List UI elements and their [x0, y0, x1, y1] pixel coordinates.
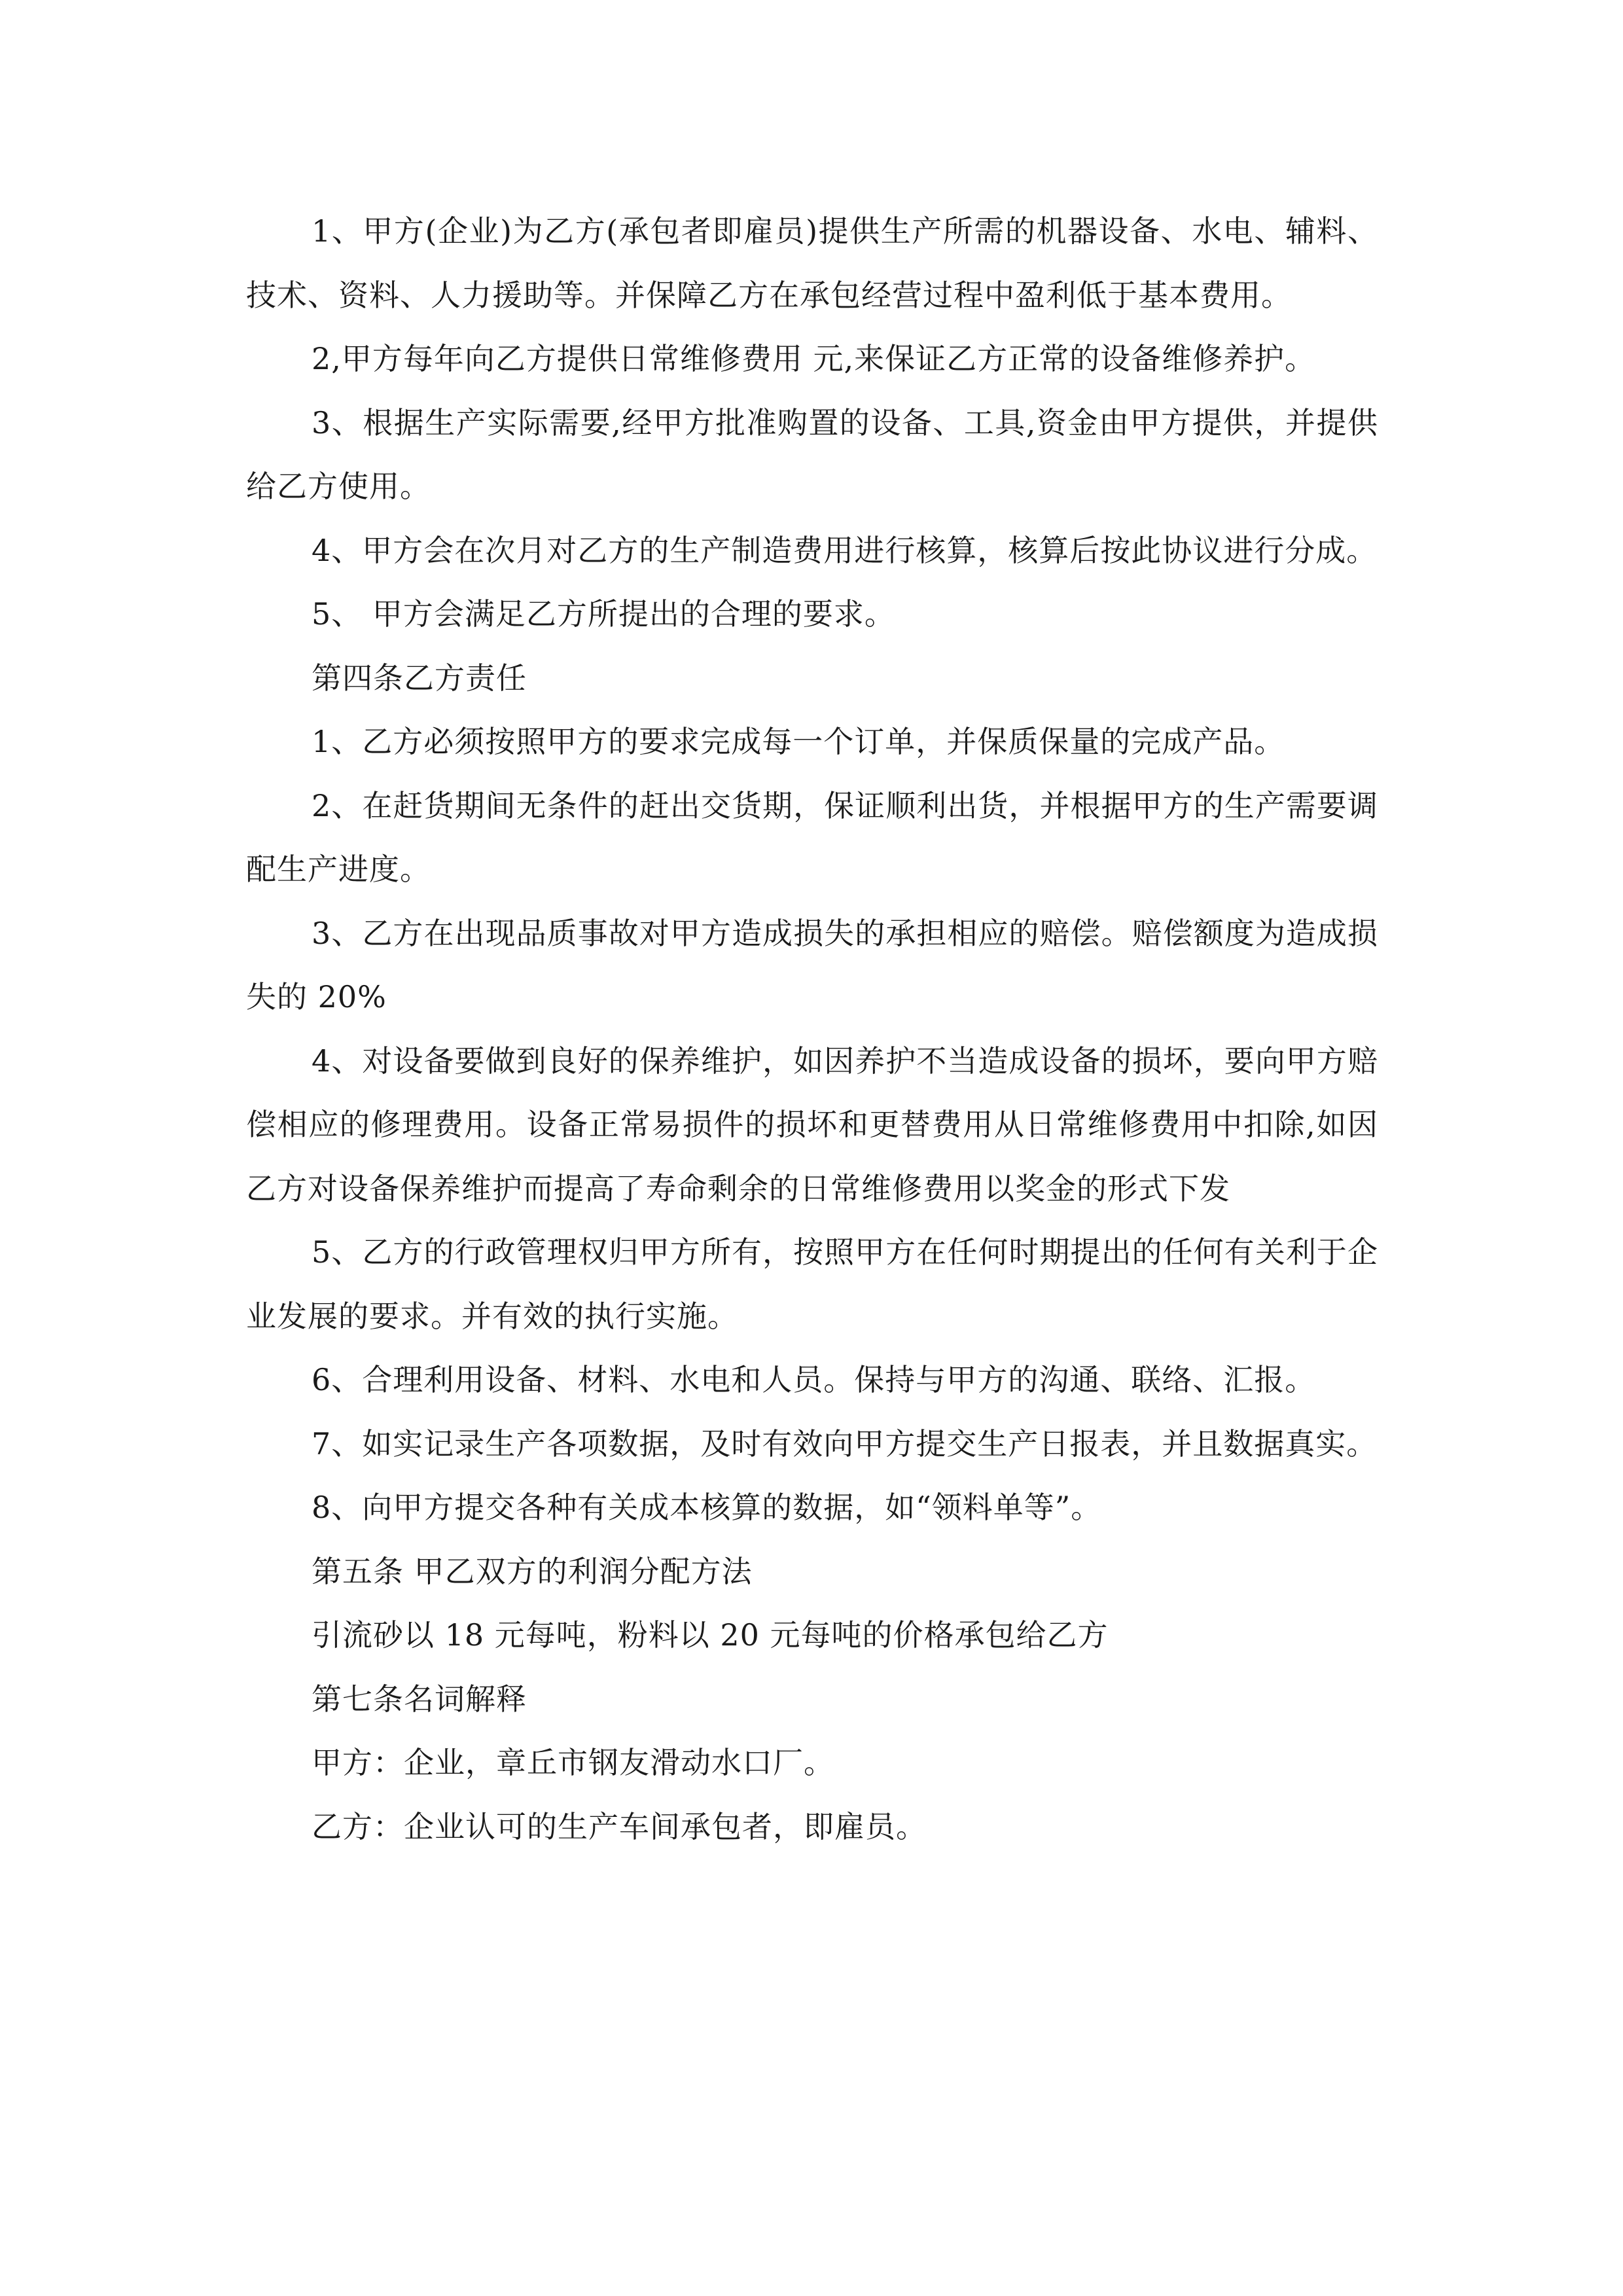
definition-paragraph: 甲方：企业，章丘市钢友滑动水口厂。 [312, 1745, 834, 1780]
clause-paragraph: 引流砂以 18 元每吨，粉料以 20 元每吨的价格承包给乙方 [312, 1617, 1109, 1653]
clause-paragraph: 5、乙方的行政管理权归甲方所有，按照甲方在任何时期提出的任何有关利于企业发展的要求。并有效的执行实施。 [246, 1234, 1378, 1334]
clause-paragraph: 5、 甲方会满足乙方所提出的合理的要求。 [312, 596, 895, 632]
clause-paragraph: 6、合理利用设备、材料、水电和人员。保持与甲方的沟通、联络、汇报。 [312, 1362, 1316, 1397]
section-heading: 第七条名词解释 [312, 1681, 527, 1717]
document-body [246, 200, 1378, 1859]
clause-paragraph: 4、甲方会在次月对乙方的生产制造费用进行核算，核算后按此协议进行分成。 [312, 532, 1378, 568]
clause-paragraph: 7、如实记录生产各项数据，及时有效向甲方提交生产日报表，并且数据真实。 [312, 1426, 1378, 1462]
clause-paragraph: 2、在赶货期间无条件的赶出交货期，保证顺利出货，并根据甲方的生产需要调配生产进度。 [246, 787, 1378, 887]
section-heading: 第四条乙方责任 [312, 660, 527, 696]
clause-paragraph: 3、乙方在出现品质事故对甲方造成损失的承担相应的赔偿。赔偿额度为造成损失的 20% [246, 915, 1378, 1014]
clause-paragraph: 3、根据生产实际需要,经甲方批准购置的设备、工具,资金由甲方提供，并提供给乙方使用。 [246, 404, 1378, 504]
section-heading: 第五条 甲乙双方的利润分配方法 [312, 1553, 753, 1589]
clause-paragraph: 2,甲方每年向乙方提供日常维修费用 元,来保证乙方正常的设备维修养护。 [312, 341, 1316, 376]
clause-paragraph: 1、甲方(企业)为乙方(承包者即雇员)提供生产所需的机器设备、水电、辅料、技术、资料、人力援助等。并保障乙方在承包经营过程中盈利低于基本费用。 [246, 213, 1378, 313]
clause-paragraph: 1、乙方必须按照甲方的要求完成每一个订单，并保质保量的完成产品。 [312, 724, 1285, 759]
clause-paragraph: 4、对设备要做到良好的保养维护，如因养护不当造成设备的损坏，要向甲方赔偿相应的修理费用。设备正常易损件的损坏和更替费用从日常维修费用中扣除,如因乙方对设备保养维护而提高了寿命剩余的日常维修费用以奖金的形式下发 [246, 1043, 1378, 1206]
clause-paragraph: 8、向甲方提交各种有关成本核算的数据，如“领料单等”。 [312, 1490, 1102, 1525]
definition-paragraph: 乙方：企业认可的生产车间承包者，即雇员。 [312, 1808, 927, 1844]
